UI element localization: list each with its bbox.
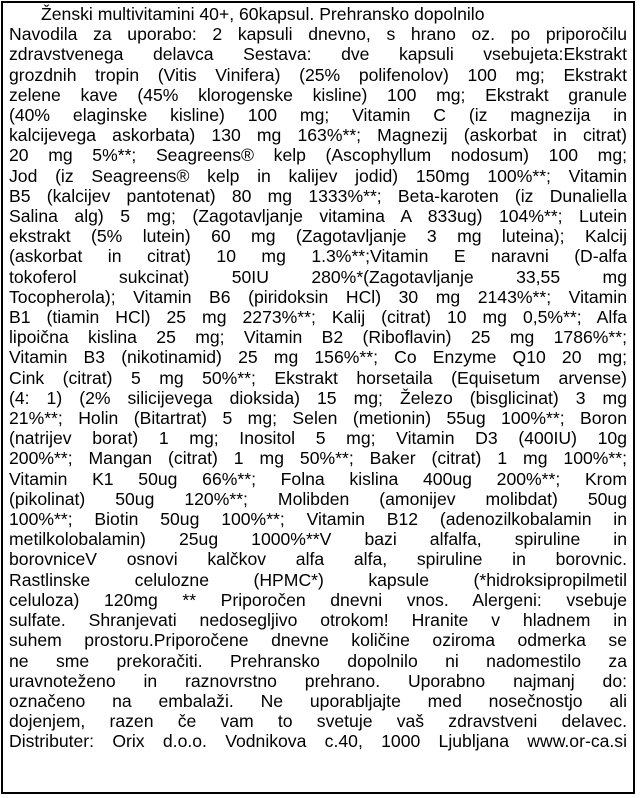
text-line: Cink (citrat) 5 mg 50%**; Ekstrakt horsetaila (Equisetum arvense) [9, 367, 627, 388]
text-line: (askorbat in citrat) 10 mg 1.3%**;Vitamin E naravni (D-alfa [9, 246, 627, 267]
text-line: ne sme prekoračiti. Prehransko dopolnilo ni nadomestilo za [9, 650, 627, 671]
text-line: celuloza) 120mg ** Priporočen dnevni vnos. Alergeni: vsebuje [9, 589, 627, 610]
text-line: metilkolobalamin) 25ug 1000%**V bazi alfalfa, spiruline in [9, 529, 627, 550]
distributor-line: Distributer: Orix d.o.o. Vodnikova c.40, 1000 Ljubljana www.or-ca.si [9, 731, 627, 752]
text-line: sulfate. Shranjevati nedosegljivo otrokom! Hranite v hladnem in [9, 610, 627, 631]
text-line: 21%**; Holin (Bitartrat) 5 mg; Selen (metionin) 55ug 100%**; Boron [9, 408, 627, 429]
text-line: označeno na embalaži. Ne uporabljajte med nosečnostjo ali [9, 690, 627, 711]
text-line: dojenjem, razen če vam to svetuje vaš zdravstveni delavec. [9, 711, 627, 732]
text-line: Jod (iz Seagreens® kelp in kalijev jodid) 150mg 100%**; Vitamin [9, 165, 627, 186]
text-line: zelene kave (45% klorogenske kisline) 100 mg; Ekstrakt granule [9, 84, 627, 105]
text-line: Salina alg) 5 mg; (Zagotavljanje vitamina A 833ug) 104%**; Lutein [9, 206, 627, 227]
text-line: uravnoteženo in raznovrstno prehrano. Uporabno najmanj do: [9, 670, 627, 691]
text-line: Vitamin B3 (nikotinamid) 25 mg 156%**; Co Enzyme Q10 20 mg; [9, 347, 627, 368]
product-title: Ženski multivitamini 40+, 60kapsul. Prehransko dopolnilo [41, 4, 485, 24]
text-line: suhem prostoru.Priporočene dnevne količine oziroma odmerka se [9, 630, 627, 651]
text-line: (4: 1) (2% silicijevega dioksida) 15 mg; Železo (bisglicinat) 3 mg [9, 387, 627, 408]
text-line: Tocopherola); Vitamin B6 (piridoksin HCl) 30 mg 2143%**; Vitamin [9, 286, 627, 307]
text-line: (pikolinat) 50ug 120%**; Molibden (amonijev molibdat) 50ug [9, 488, 627, 509]
text-line: borovniceV osnovi kalčkov alfa alfa, spiruline in borovnic. [9, 549, 627, 570]
text-line: 100%**; Biotin 50ug 100%**; Vitamin B12 (adenozilkobalamin in [9, 509, 627, 530]
text-line: 20 mg 5%**; Seagreens® kelp (Ascophyllum nodosum) 100 mg; [9, 145, 627, 166]
text-line: B5 (kalcijev pantotenat) 80 mg 1333%**; Beta-karoten (iz Dunaliella [9, 185, 627, 206]
text-line: Rastlinske celulozne (HPMC*) kapsule (*hidroksipropilmetil [9, 569, 627, 590]
text-line: B1 (tiamin HCl) 25 mg 2273%**; Kalij (citrat) 10 mg 0,5%**; Alfa [9, 307, 627, 328]
text-line: lipoična kislina 25 mg; Vitamin B2 (Riboflavin) 25 mg 1786%**; [9, 327, 627, 348]
text-line: ekstrakt (5% lutein) 60 mg (Zagotavljanje 3 mg luteina); Kalcij [9, 226, 627, 247]
text-line: grozdnih tropin (Vitis Vinifera) (25% polifenolov) 100 mg; Ekstrakt [9, 64, 627, 85]
text-line: Navodila za uporabo: 2 kapsuli dnevno, s hrano oz. po priporočilu [9, 24, 627, 45]
text-line: tokoferol sukcinat) 50IU 280%*(Zagotavljanje 33,55 mg [9, 266, 627, 287]
text-line: (natrijev borat) 1 mg; Inositol 5 mg; Vitamin D3 (400IU) 10g [9, 428, 627, 449]
text-line: zdravstvenega delavca Sestava: dve kapsuli vsebujeta:Ekstrakt [9, 44, 627, 65]
text-line: (40% elaginske kisline) 100 mg; Vitamin C (iz magnezija in [9, 105, 627, 126]
text-line: kalcijevega askorbata) 130 mg 163%**; Magnezij (askorbat in citrat) [9, 125, 627, 146]
label-text-block [3, 3, 633, 752]
text-line: Vitamin K1 50ug 66%**; Folna kislina 400ug 200%**; Krom [9, 468, 627, 489]
product-label [1, 1, 635, 794]
text-line: 200%**; Mangan (citrat) 1 mg 50%**; Baker (citrat) 1 mg 100%**; [9, 448, 627, 469]
